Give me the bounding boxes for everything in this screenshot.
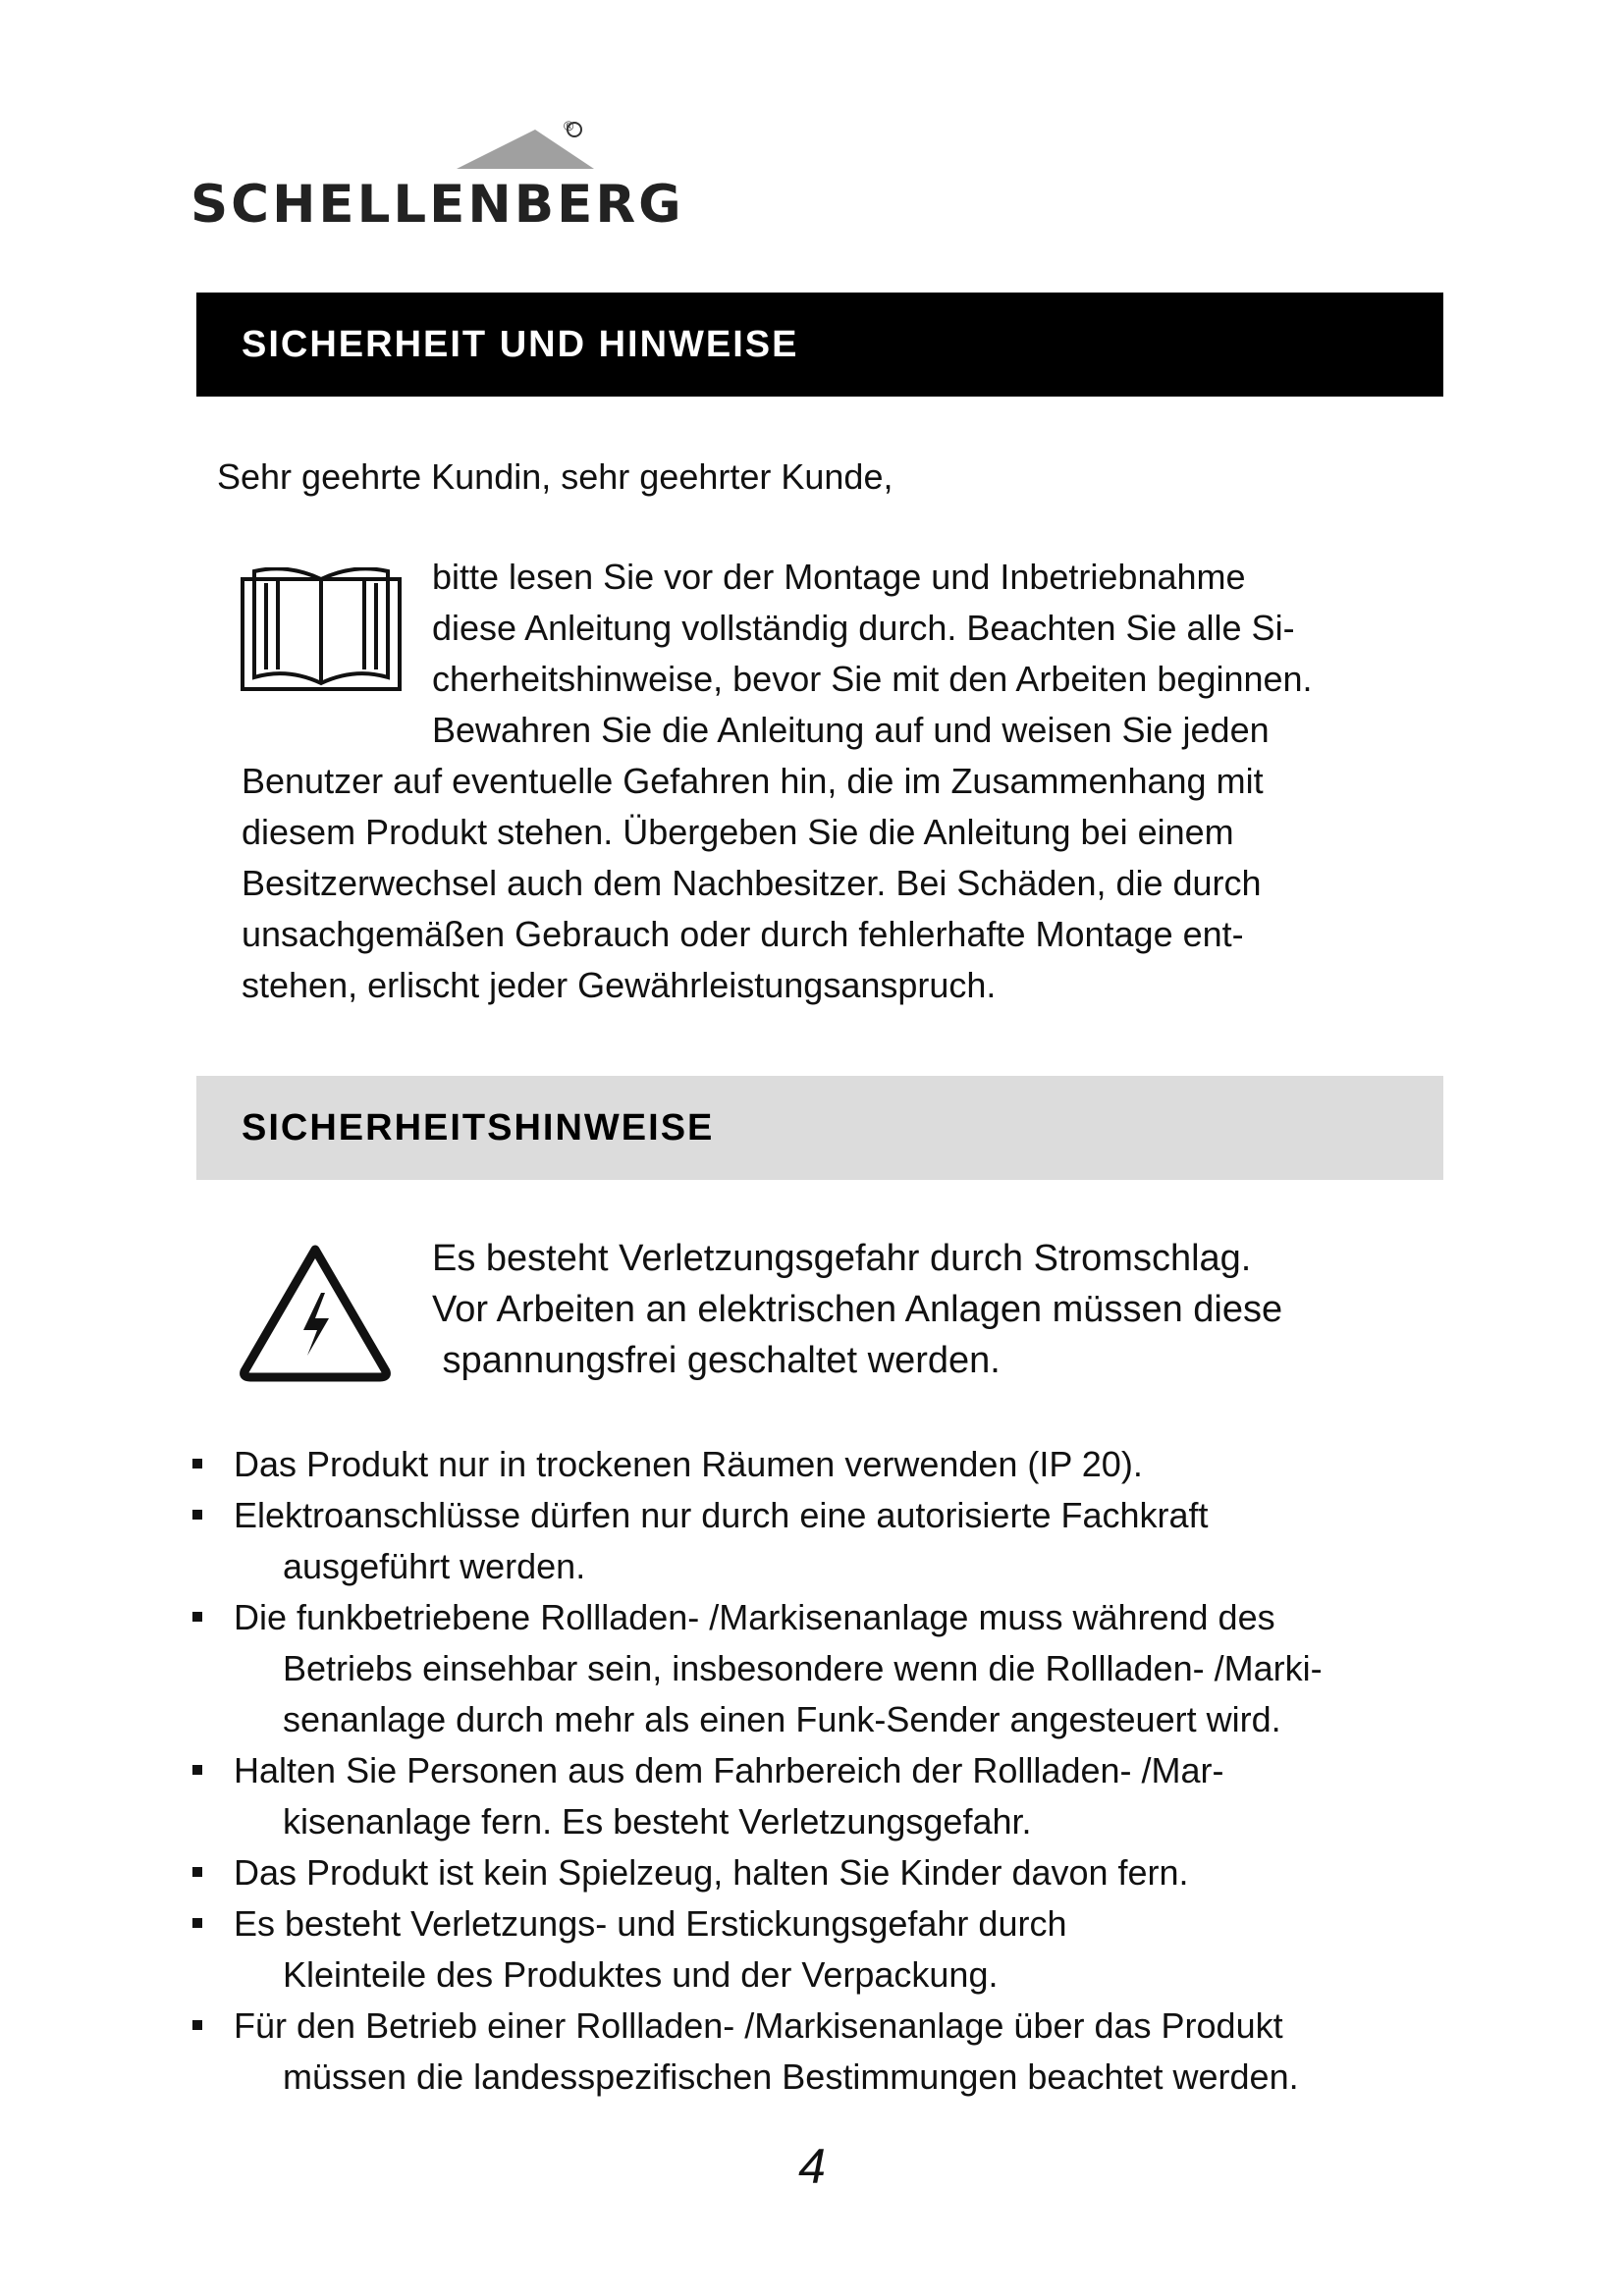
- intro-paragraph: [432, 552, 1313, 756]
- list-item: [192, 1592, 1323, 1745]
- list-item: [192, 1439, 1323, 1490]
- intro-line: diesem Produkt stehen. Übergeben Sie die Anleitung bei einem: [242, 812, 1234, 852]
- intro-line: Bewahren Sie die Anleitung auf und weisen Sie jeden: [432, 710, 1270, 750]
- bullet-line: Das Produkt ist kein Spielzeug, halten Sie Kinder davon fern.: [234, 1852, 1189, 1893]
- intro-line: cherheitshinweise, bevor Sie mit den Arbeiten beginnen.: [432, 659, 1313, 699]
- section-heading-safety-instructions: SICHERHEITSHINWEISE: [196, 1076, 1443, 1180]
- bullet-icon: [192, 1765, 202, 1775]
- bullet-icon: [192, 2020, 202, 2030]
- list-item: [192, 1847, 1323, 1898]
- list-item: [192, 1490, 1323, 1592]
- bullet-line: senanlage durch mehr als einen Funk-Sender angesteuert wird.: [283, 1699, 1281, 1739]
- section-heading-safety-notes: SICHERHEIT UND HINWEISE: [196, 293, 1443, 397]
- book-icon: [239, 567, 404, 701]
- bullet-line: Kleinteile des Produktes und der Verpackung.: [283, 1954, 999, 1995]
- bullet-icon: [192, 1867, 202, 1877]
- bullet-line: ausgeführt werden.: [283, 1546, 586, 1586]
- brand-name: SCHELLENBERG: [190, 175, 684, 235]
- bullet-icon: [192, 1612, 202, 1622]
- safety-bullet-list: [192, 1439, 1323, 2103]
- intro-line: stehen, erlischt jeder Gewährleistungsanspruch.: [242, 965, 997, 1005]
- intro-line: bitte lesen Sie vor der Montage und Inbetriebnahme: [432, 557, 1246, 597]
- bullet-line: müssen die landesspezifischen Bestimmungen beachtet werden.: [283, 2056, 1299, 2097]
- list-item: [192, 1745, 1323, 1847]
- list-item: [192, 2001, 1323, 2103]
- list-item: [192, 1898, 1323, 2001]
- bullet-line: Elektroanschlüsse dürfen nur durch eine autorisierte Fachkraft: [234, 1495, 1209, 1535]
- brand-logo: [187, 118, 684, 236]
- warning-line: Es besteht Verletzungsgefahr durch Stromschlag.: [432, 1238, 1252, 1279]
- bullet-icon: [192, 1510, 202, 1520]
- bullet-line: Für den Betrieb einer Rollladen- /Markisenanlage über das Produkt: [234, 2005, 1283, 2046]
- intro-line: diese Anleitung vollständig durch. Beachten Sie alle Si-: [432, 608, 1295, 648]
- bullet-line: kisenanlage fern. Es besteht Verletzungsgefahr.: [283, 1801, 1032, 1842]
- intro-line: unsachgemäßen Gebrauch oder durch fehlerhafte Montage ent-: [242, 914, 1244, 954]
- electric-warning-icon: [239, 1240, 392, 1385]
- bullet-line: Das Produkt nur in trockenen Räumen verwenden (IP 20).: [234, 1444, 1143, 1484]
- bullet-line: Es besteht Verletzungs- und Erstickungsgefahr durch: [234, 1903, 1067, 1944]
- intro-line: Besitzerwechsel auch dem Nachbesitzer. Bei Schäden, die durch: [242, 863, 1262, 903]
- greeting: Sehr geehrte Kundin, sehr geehrter Kunde,: [217, 456, 893, 497]
- intro-line: Benutzer auf eventuelle Gefahren hin, die im Zusammenhang mit: [242, 761, 1264, 801]
- bullet-icon: [192, 1918, 202, 1928]
- bullet-line: Die funkbetriebene Rollladen- /Markisenanlage muss während des: [234, 1597, 1275, 1637]
- bullet-line: Halten Sie Personen aus dem Fahrbereich der Rollladen- /Mar-: [234, 1750, 1224, 1790]
- electric-shock-warning: [432, 1233, 1282, 1386]
- intro-paragraph-continued: [242, 756, 1264, 1011]
- bullet-icon: [192, 1459, 202, 1468]
- registered-mark: ®: [564, 118, 574, 133]
- page-number: 4: [798, 2139, 826, 2194]
- warning-line: Vor Arbeiten an elektrischen Anlagen müssen diese: [432, 1289, 1283, 1330]
- bullet-line: Betriebs einsehbar sein, insbesondere wenn die Rollladen- /Marki-: [283, 1648, 1323, 1688]
- warning-line: spannungsfrei geschaltet werden.: [432, 1340, 1001, 1381]
